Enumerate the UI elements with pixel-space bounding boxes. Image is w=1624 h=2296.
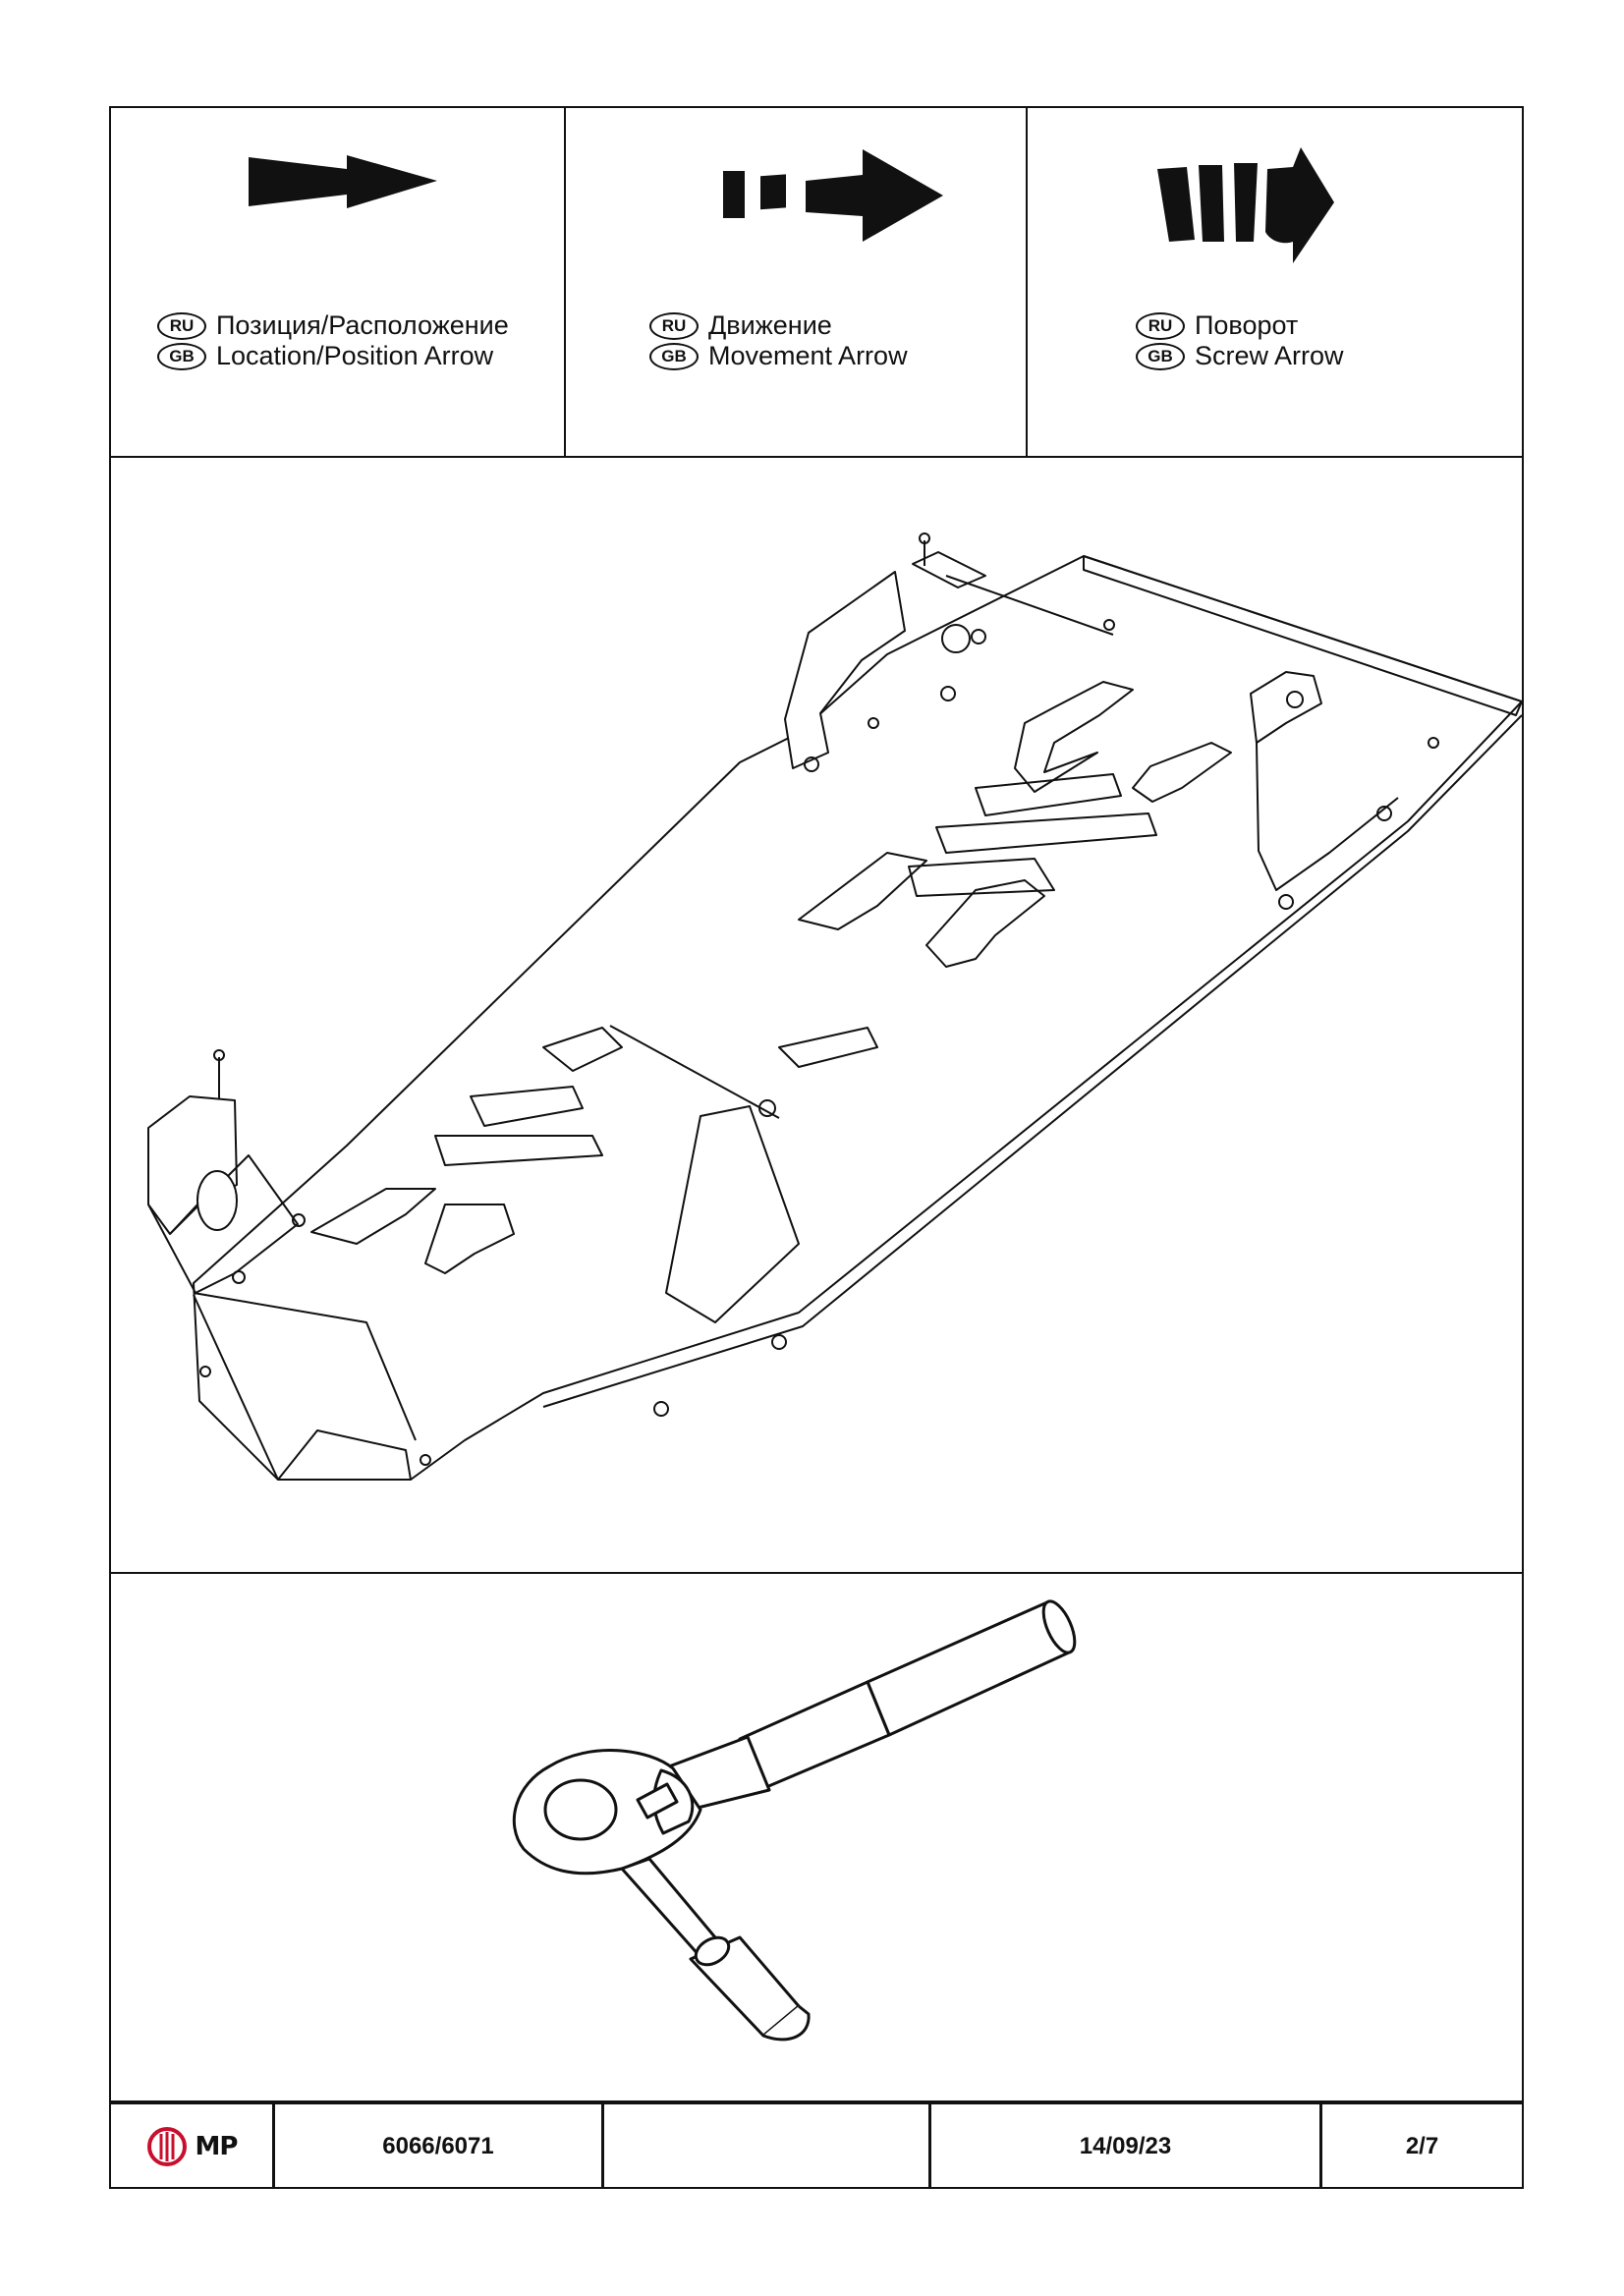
solid-arrow-icon — [249, 151, 445, 212]
gb-badge: GB — [157, 343, 206, 370]
legend-gb-label: Movement Arrow — [708, 341, 908, 370]
page-number: 2/7 — [1405, 2133, 1439, 2159]
arrow-legend — [111, 108, 1522, 458]
ru-badge: RU — [1136, 312, 1185, 340]
blank-field — [604, 2104, 931, 2189]
ru-badge: RU — [157, 312, 206, 340]
skid-plate-drawing-panel — [111, 458, 1522, 1574]
legend-cell-screw — [1028, 108, 1524, 456]
legend-gb-label: Screw Arrow — [1195, 341, 1344, 370]
ratchet-wrench-icon — [111, 1574, 1522, 2100]
legend-text-location — [157, 310, 509, 371]
dashed-arrow-icon — [721, 141, 947, 250]
instruction-sheet — [109, 106, 1524, 2189]
title-block — [111, 2100, 1522, 2189]
company-logo — [111, 2104, 275, 2189]
revision-date: 14/09/23 — [931, 2104, 1322, 2189]
part-number: 6066/6071 — [275, 2104, 604, 2189]
legend-cell-location — [111, 108, 566, 456]
legend-cell-movement — [566, 108, 1028, 456]
screw-arrow-icon — [1155, 147, 1342, 275]
legend-ru-label: Движение — [708, 310, 832, 340]
logo-wordmark: MP — [195, 2132, 238, 2161]
gb-badge: GB — [1136, 343, 1185, 370]
legend-ru-label: Позиция/Расположение — [216, 310, 509, 340]
mp-logo-icon — [146, 2126, 188, 2167]
legend-gb-label: Location/Position Arrow — [216, 341, 494, 370]
ru-badge: RU — [649, 312, 699, 340]
skid-plate-drawing — [111, 458, 1522, 1572]
gb-badge: GB — [649, 343, 699, 370]
ratchet-tool-panel — [111, 1574, 1522, 2100]
legend-ru-label: Поворот — [1195, 310, 1299, 340]
legend-text-movement — [649, 310, 908, 371]
legend-text-screw — [1136, 310, 1344, 371]
